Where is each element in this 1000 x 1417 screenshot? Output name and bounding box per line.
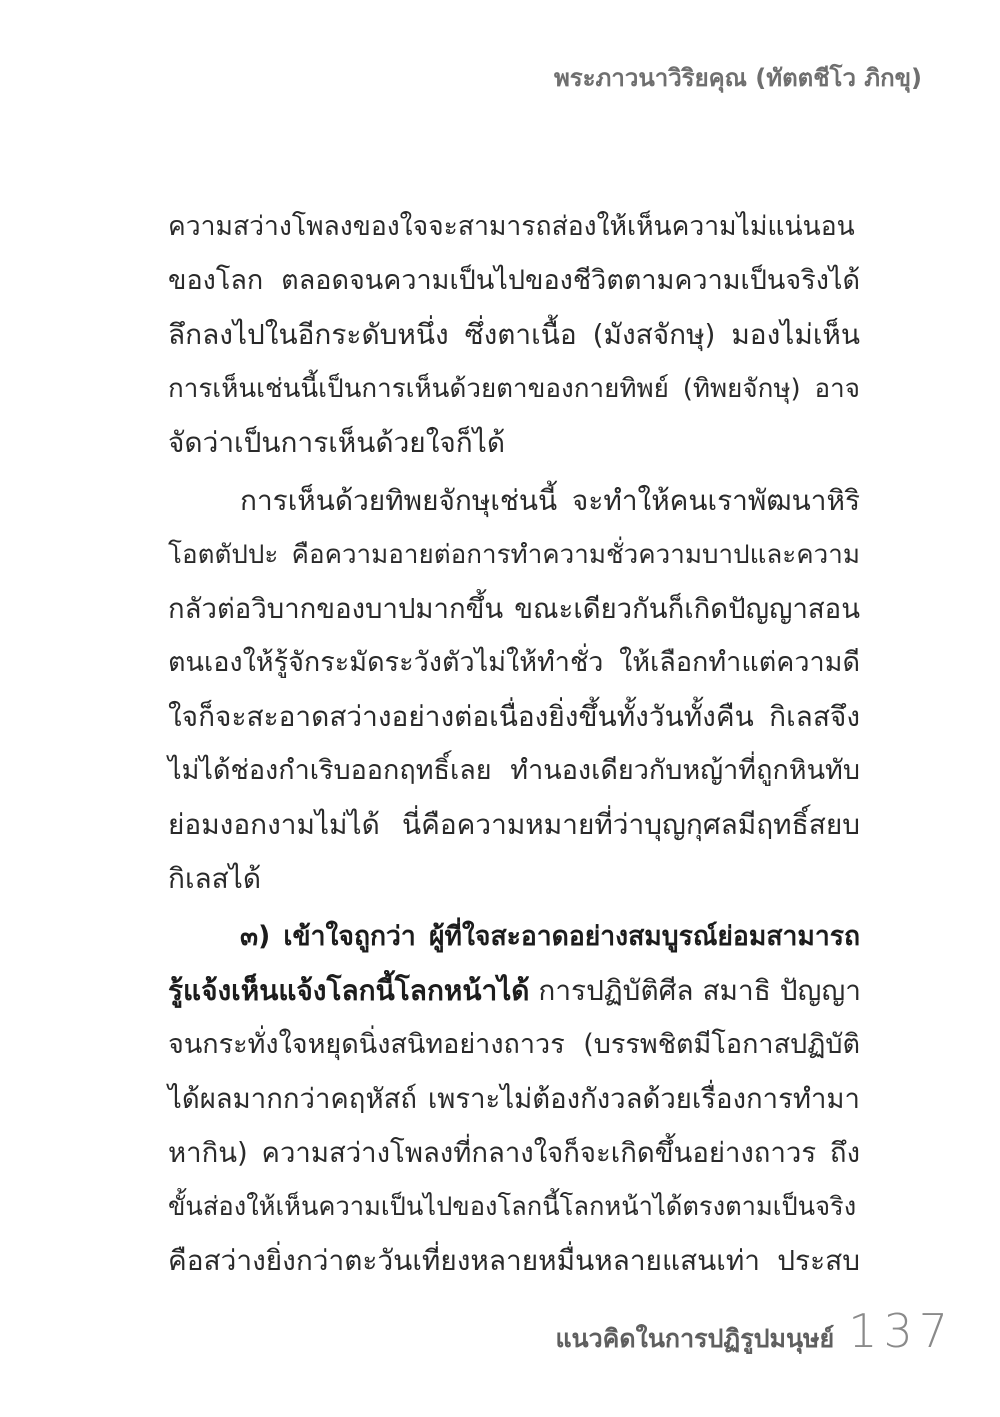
book-title: แนวคิดในการปฏิรูปมนุษย์ — [555, 1324, 835, 1353]
text-line: ใจก็จะสะอาดสว่างอย่างต่อเนื่องยิ่งขึ้นทั้งวันทั้งคืน กิเลสจึง — [168, 700, 860, 733]
text-line: จัดว่าเป็นการเห็นด้วยใจก็ได้ — [168, 426, 506, 459]
bold-heading-text: รู้แจ้งเห็นแจ้งโลกนี้โลกหน้าได้ — [168, 974, 530, 1007]
paragraph-2 — [168, 474, 860, 906]
running-head: พระภาวนาวิริยคุณ (ทัตตชีโว ภิกขุ) — [553, 64, 922, 92]
text-line: โอตตัปปะ คือความอายต่อการทำความชั่วความบาปและความ — [168, 540, 860, 570]
text-span: การปฏิบัติศีล สมาธิ ปัญญา — [529, 974, 861, 1007]
text-line: ลึกลงไปในอีกระดับหนึ่ง ซึ่งตาเนื้อ (มังสจักษุ) มองไม่เห็น — [168, 318, 860, 351]
text-line: ได้ผลมากกว่าคฤหัสถ์ เพราะไม่ต้องกังวลด้วยเรื่องการทำมา — [168, 1083, 860, 1115]
bold-heading-line: ๓) เข้าใจถูกว่า ผู้ที่ใจสะอาดอย่างสมบูรณ์ย่อมสามารถ — [240, 921, 860, 952]
page-footer — [555, 1304, 954, 1359]
text-line: ความสว่างโพลงของใจจะสามารถส่องให้เห็นความไม่แน่นอน — [168, 211, 855, 242]
text-line: กิเลสได้ — [168, 862, 262, 895]
text-line: ของโลก ตลอดจนความเป็นไปของชีวิตตามความเป็นจริงได้ — [168, 265, 860, 296]
paragraph-1 — [168, 200, 860, 470]
text-line: ขั้นส่องให้เห็นความเป็นไปของโลกนี้โลกหน้าได้ตรงตามเป็นจริง — [168, 1192, 857, 1222]
paragraph-3 — [168, 910, 860, 1288]
text-line: ย่อมงอกงามไม่ได้ นี่คือความหมายที่ว่าบุญกุศลมีฤทธิ์สยบ — [168, 808, 860, 841]
text-line: หากิน) ความสว่างโพลงที่กลางใจก็จะเกิดขึ้นอย่างถาวร ถึง — [168, 1137, 860, 1169]
text-line: ไม่ได้ช่องกำเริบออกฤทธิ์เลย ทำนองเดียวกับหญ้าที่ถูกหินทับ — [168, 755, 860, 786]
page-number: 137 — [848, 1304, 954, 1358]
text-line — [168, 964, 860, 1018]
text-line: คือสว่างยิ่งกว่าตะวันเที่ยงหลายหมื่นหลายแสนเท่า ประสบ — [168, 1244, 860, 1277]
text-line: กลัวต่อวิบากของบาปมากขึ้น ขณะเดียวกันก็เกิดปัญญาสอน — [168, 593, 860, 625]
text-line: การเห็นด้วยทิพยจักษุเช่นนี้ จะทำให้คนเราพัฒนาหิริ — [240, 484, 860, 517]
text-line: จนกระทั่งใจหยุดนิ่งสนิทอย่างถาวร (บรรพชิตมีโอกาสปฏิบัติ — [168, 1029, 860, 1060]
body-text — [168, 200, 860, 1288]
text-line: ตนเองให้รู้จักระมัดระวังตัวไม่ให้ทำชั่ว ให้เลือกทำแต่ความดี — [168, 647, 860, 678]
text-line: การเห็นเช่นนี้เป็นการเห็นด้วยตาของกายทิพย์ (ทิพยจักษุ) อาจ — [168, 374, 860, 404]
